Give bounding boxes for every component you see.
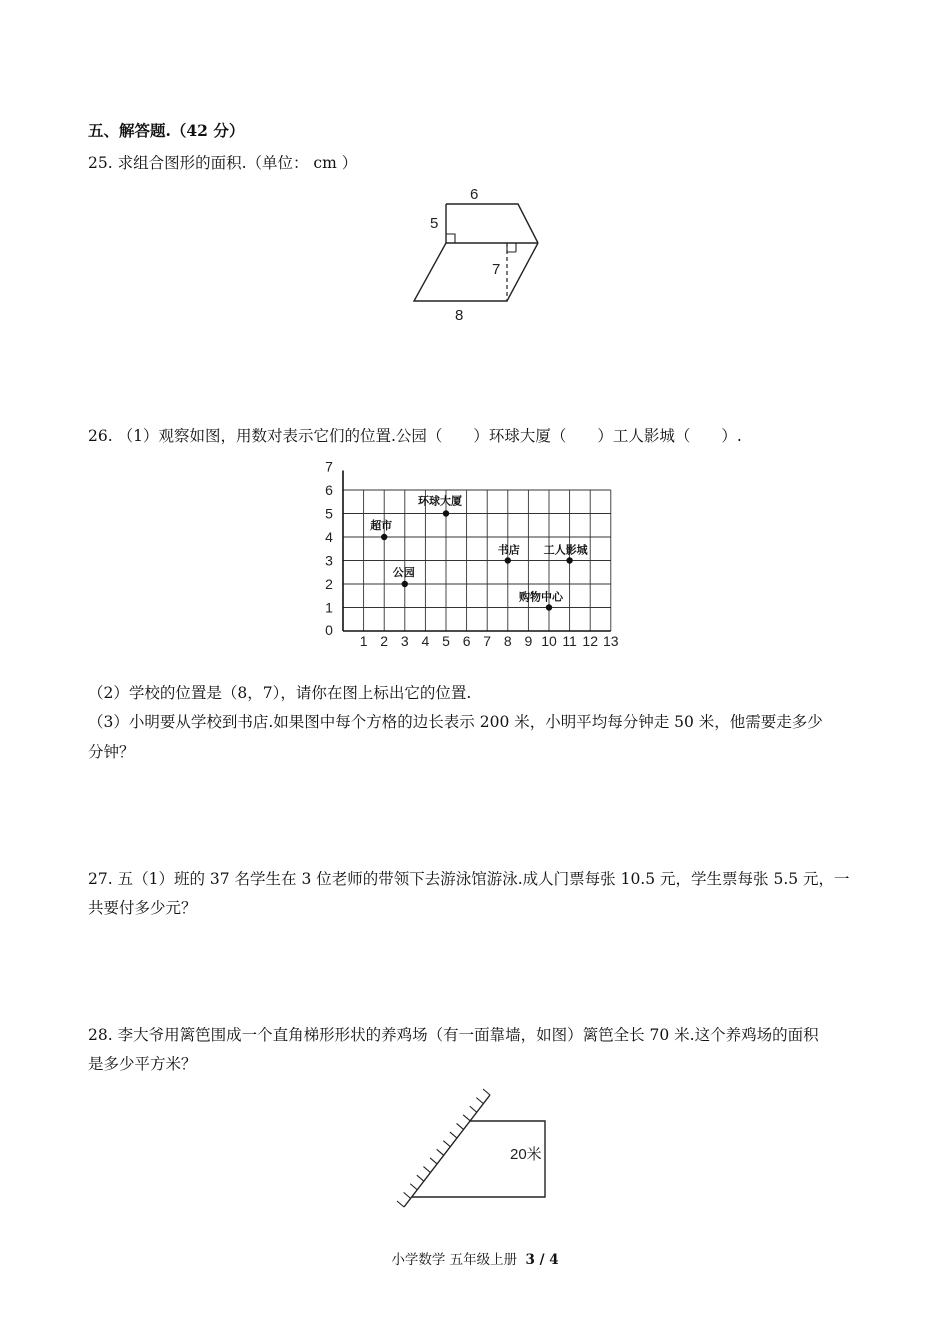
label-height: 7 [492, 261, 501, 278]
figure-top-edge [446, 204, 538, 243]
y-tick-label: 7 [325, 458, 333, 475]
y-tick-label: 3 [325, 552, 333, 569]
y-tick-label: 2 [325, 576, 333, 592]
section-title: 五、解答题.（42 分） [88, 121, 245, 140]
question-26-part3-line1: （3）小明要从学校到书店.如果图中每个方格的边长表示 200 米，小明平均每分钟走 50 米，他需要走多少 [88, 713, 823, 731]
x-tick-label: 13 [603, 633, 619, 649]
label-left: 5 [430, 215, 439, 232]
x-tick-label: 12 [582, 633, 598, 649]
wall-hatch-mark [410, 1184, 417, 1190]
composite-figure-diagram [400, 180, 560, 330]
x-tick-label: 2 [380, 633, 389, 649]
wall-hatch-mark [443, 1141, 450, 1147]
x-tick-label: 7 [483, 633, 492, 649]
wall-hatch-mark [457, 1123, 464, 1129]
x-tick-label: 1 [359, 633, 368, 649]
grid-point-marker [381, 534, 387, 540]
x-tick-label: 3 [400, 633, 409, 649]
x-tick-label: 10 [541, 633, 557, 649]
coordinate-grid [322, 456, 632, 656]
wall-hatch-mark [423, 1167, 430, 1173]
grid-point-marker [505, 557, 511, 563]
x-tick-label: 9 [524, 633, 533, 649]
y-tick-label: 5 [325, 505, 333, 522]
grid-point-marker [546, 604, 552, 610]
grid-point-marker [402, 581, 408, 587]
grid-point-label: 购物中心 [519, 590, 563, 604]
x-tick-label: 6 [462, 633, 471, 649]
question-28-line1: 28. 李大爷用篱笆围成一个直角梯形形状的养鸡场（有一面靠墙，如图）篱笆全长 70 米.这个养鸡场的面积 [88, 1026, 819, 1044]
x-tick-label: 0 [325, 622, 333, 638]
wall-hatch-mark [483, 1089, 490, 1095]
wall-hatch-mark [470, 1106, 477, 1112]
x-tick-label: 4 [421, 633, 430, 649]
wall-hatch-mark [417, 1175, 424, 1181]
footer-page-number: 3 / 4 [525, 1252, 559, 1268]
question-25-text: 25. 求组合图形的面积.（单位： cm ） [88, 154, 358, 172]
grid-point-label: 超市 [370, 519, 393, 532]
wall-hatch-mark [476, 1098, 483, 1104]
question-26-part2: （2）学校的位置是（8，7），请你在图上标出它的位置. [88, 684, 472, 702]
label-top: 6 [470, 186, 479, 203]
grid-point-label: 工人影城 [543, 543, 588, 557]
question-26-part3-line2: 分钟？ [88, 743, 135, 761]
wall-hatch-mark [430, 1158, 437, 1164]
grid-point-label: 书店 [497, 543, 520, 557]
question-27-line2: 共要付多少元？ [88, 899, 197, 917]
wall-hatch-mark [397, 1201, 404, 1207]
question-27-line1: 27. 五（1）班的 37 名学生在 3 位老师的带领下去游泳馆游泳.成人门票每张 10.5 元，学生票每张 5.5 元，一 [88, 870, 850, 888]
x-tick-label: 11 [562, 633, 577, 649]
wall-hatch-mark [463, 1115, 470, 1121]
question-28-line2: 是多少平方米？ [88, 1055, 197, 1073]
y-tick-label: 6 [325, 482, 333, 498]
x-tick-label: 8 [503, 633, 512, 649]
footer-subject: 小学数学 五年级上册 [391, 1252, 518, 1268]
y-tick-label: 4 [325, 529, 333, 545]
trapezoid-chicken-coop-diagram [390, 1085, 570, 1220]
grid-point-label: 公园 [392, 566, 415, 579]
question-26-part1: 26. （1）观察如图，用数对表示它们的位置.公园（ ）环球大厦（ ）工人影城（ ）. [88, 427, 742, 445]
figure-parallelogram [414, 243, 538, 301]
x-tick-label: 5 [442, 633, 450, 649]
grid-point-label: 环球大厦 [418, 494, 462, 508]
wall-hatch-mark [450, 1132, 457, 1138]
wall-hatch-mark [404, 1192, 411, 1198]
label-bottom: 8 [455, 307, 464, 324]
grid-point-marker [443, 510, 449, 516]
side-length-label: 20米 [510, 1146, 542, 1163]
y-tick-label: 1 [325, 599, 333, 616]
page-footer [0, 1248, 950, 1268]
grid-point-marker [566, 557, 572, 563]
wall-hatch-mark [437, 1149, 444, 1155]
